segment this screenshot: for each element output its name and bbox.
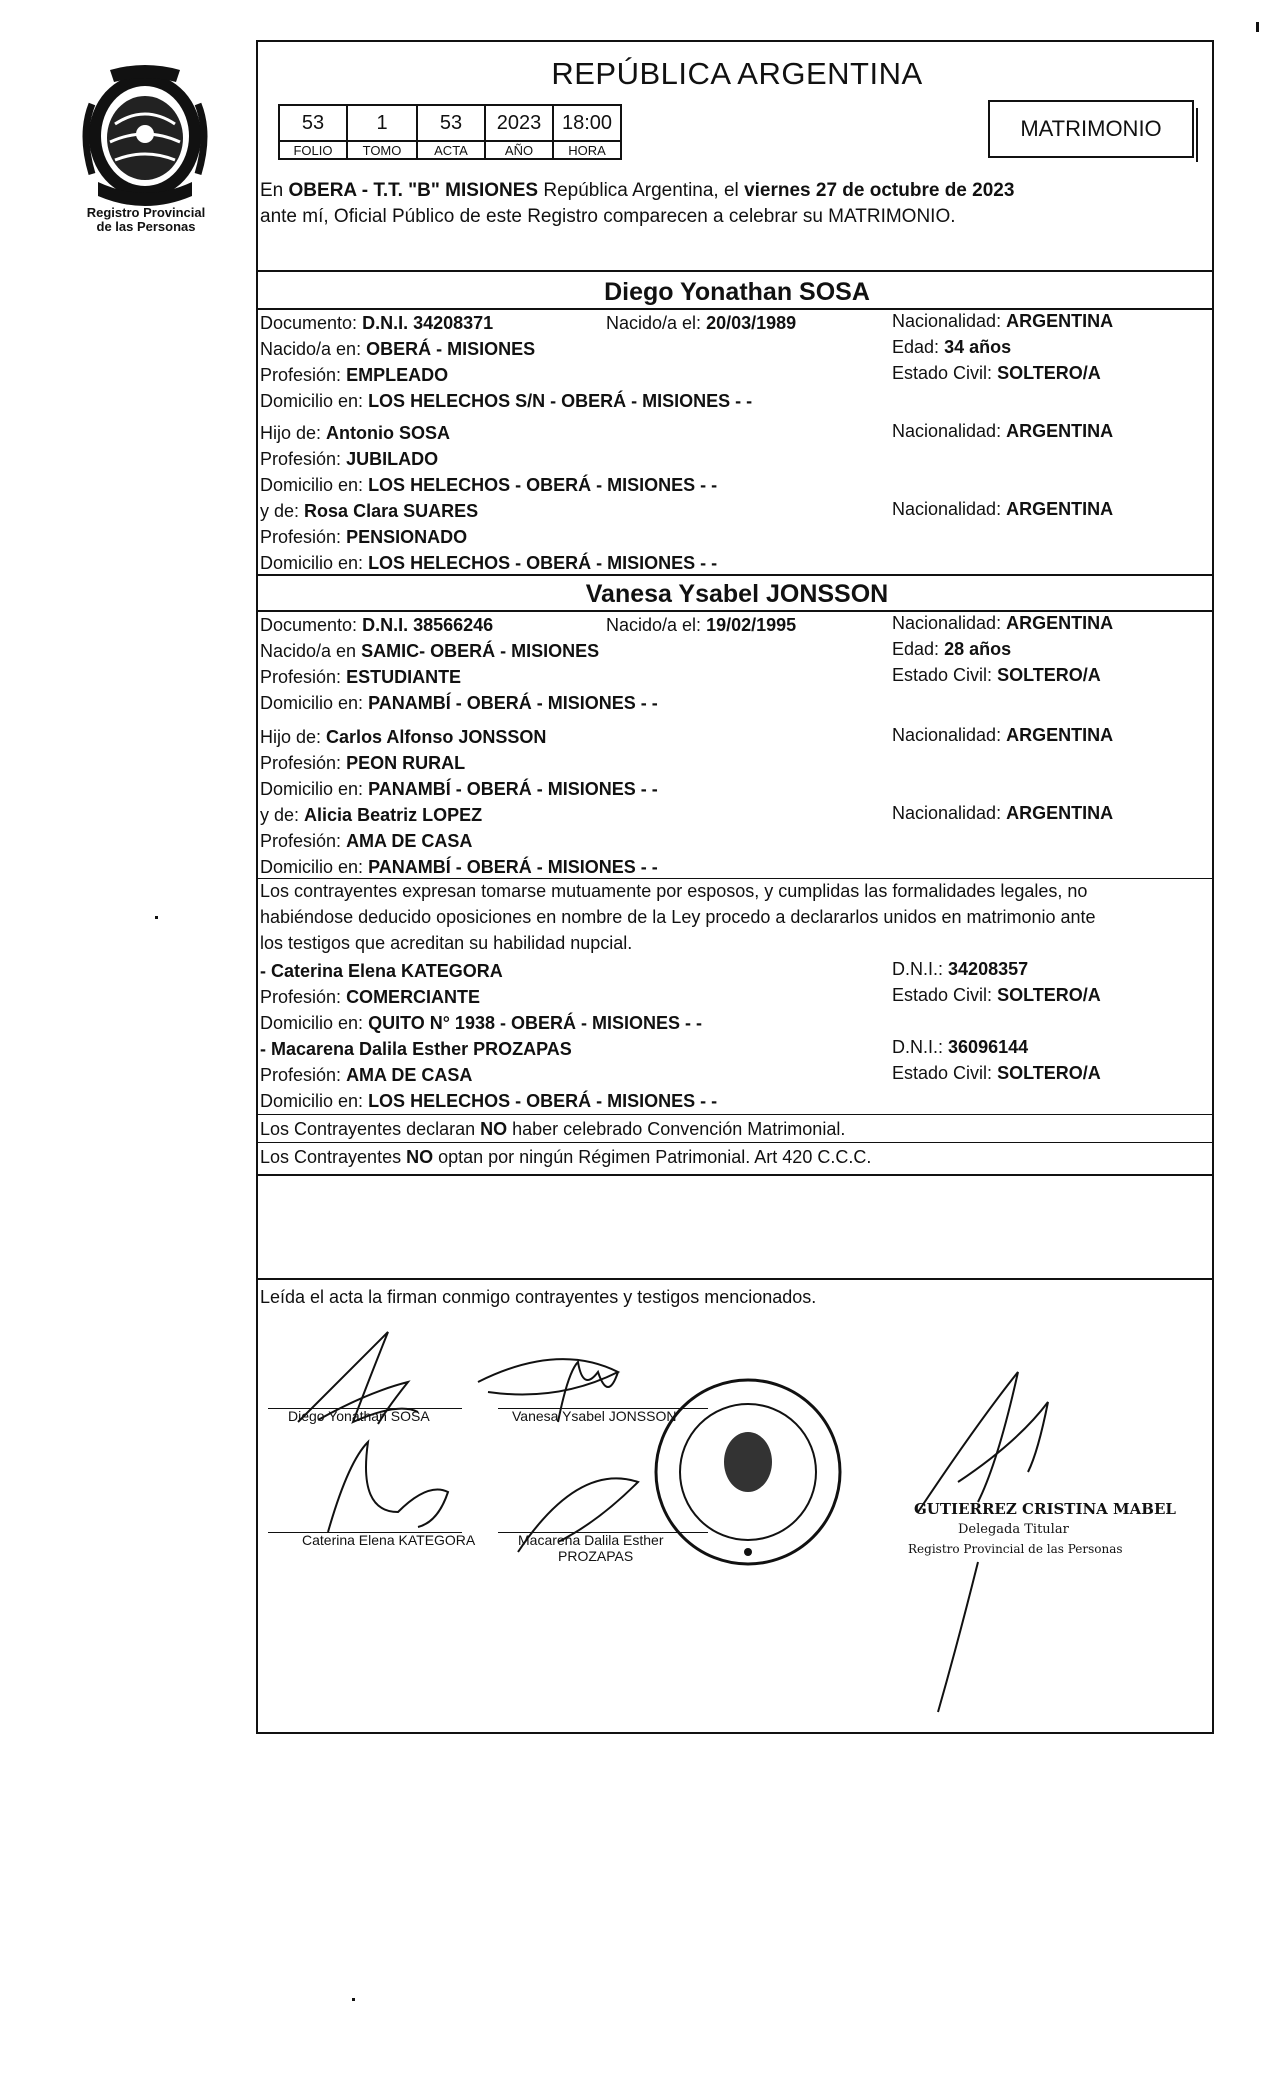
bride-mother-profession bbox=[260, 830, 472, 852]
bride-birthplace bbox=[260, 640, 599, 662]
divider bbox=[258, 1114, 1212, 1115]
witness-1-civil-status bbox=[892, 984, 1101, 1006]
bride-nationality bbox=[892, 612, 1113, 634]
groom-mother bbox=[260, 500, 478, 522]
note-marital-agreement bbox=[260, 1118, 845, 1140]
witness-2-profession bbox=[260, 1064, 472, 1086]
value: ARGENTINA bbox=[1006, 803, 1114, 823]
value: SOLTERO/A bbox=[997, 363, 1101, 383]
value: 28 años bbox=[944, 639, 1012, 659]
registry-reference-table bbox=[278, 104, 622, 160]
value: PEON RURAL bbox=[346, 753, 466, 773]
groom-mother-address bbox=[260, 552, 717, 574]
label: Domicilio en: bbox=[260, 1091, 364, 1111]
bride-mother-address bbox=[260, 856, 658, 878]
label: Nacionalidad: bbox=[892, 421, 1002, 441]
witness-2-civil-status bbox=[892, 1062, 1101, 1084]
value: PANAMBÍ - OBERÁ - MISIONES - - bbox=[368, 779, 658, 799]
witness-1-signature-label: Caterina Elena KATEGORA bbox=[302, 1532, 476, 1548]
witness-1-profession bbox=[260, 986, 480, 1008]
hora-value: 18:00 bbox=[553, 105, 621, 141]
value: PANAMBÍ - OBERÁ - MISIONES - - bbox=[368, 693, 658, 713]
label: Estado Civil: bbox=[892, 363, 993, 383]
divider bbox=[258, 1142, 1212, 1143]
groom-profession bbox=[260, 364, 448, 386]
label: Estado Civil: bbox=[892, 985, 993, 1005]
intro-line1 bbox=[258, 178, 1216, 204]
groom-document bbox=[260, 312, 493, 334]
scan-mark bbox=[155, 916, 158, 919]
note-text: Los Contrayentes bbox=[260, 1147, 407, 1167]
bride-document bbox=[260, 614, 493, 636]
value: 34208357 bbox=[948, 959, 1029, 979]
registry-caption bbox=[68, 206, 224, 234]
label: Hijo de: bbox=[260, 423, 322, 443]
label: Domicilio en: bbox=[260, 693, 364, 713]
label: Edad: bbox=[892, 337, 940, 357]
groom-civil-status bbox=[892, 362, 1101, 384]
witness-1-name bbox=[260, 960, 503, 982]
value: PENSIONADO bbox=[346, 527, 468, 547]
value: ARGENTINA bbox=[1006, 499, 1114, 519]
note-text: haber celebrado Convención Matrimonial. bbox=[507, 1119, 846, 1139]
value: LOS HELECHOS S/N - OBERÁ - MISIONES - - bbox=[368, 391, 753, 411]
value: 36096144 bbox=[948, 1037, 1029, 1057]
value: AMA DE CASA bbox=[346, 831, 473, 851]
groom-address bbox=[260, 390, 752, 412]
value: ARGENTINA bbox=[1006, 725, 1114, 745]
label: Nacionalidad: bbox=[892, 311, 1002, 331]
divider bbox=[258, 270, 1212, 272]
value: ARGENTINA bbox=[1006, 311, 1114, 331]
bride-father-profession bbox=[260, 752, 465, 774]
intro-text: República Argentina, el bbox=[538, 180, 745, 201]
closing-statement: Leída el acta la firman conmigo contrayentes y testigos mencionados. bbox=[260, 1287, 817, 1307]
groom-father-nationality bbox=[892, 420, 1113, 442]
label: Nacido/a el: bbox=[606, 313, 702, 333]
bride-mother bbox=[260, 804, 482, 826]
value: PANAMBÍ - OBERÁ - MISIONES - - bbox=[368, 857, 658, 877]
note-text: Los Contrayentes declaran bbox=[260, 1119, 481, 1139]
folio-value: 53 bbox=[279, 105, 347, 141]
hora-label: HORA bbox=[553, 141, 621, 159]
value: OBERÁ - MISIONES bbox=[366, 339, 536, 359]
bride-address bbox=[260, 692, 658, 714]
label: Profesión: bbox=[260, 365, 342, 385]
label: Profesión: bbox=[260, 987, 342, 1007]
act-type-box: MATRIMONIO bbox=[988, 100, 1194, 158]
label: Estado Civil: bbox=[892, 1063, 993, 1083]
label: Profesión: bbox=[260, 753, 342, 773]
value: SAMIC- OBERÁ - MISIONES bbox=[361, 641, 600, 661]
scan-mark bbox=[352, 1998, 355, 2001]
label: Profesión: bbox=[260, 1065, 342, 1085]
label: Nacionalidad: bbox=[892, 613, 1002, 633]
declaration-paragraph bbox=[260, 878, 1210, 956]
intro-line2: ante mí, Oficial Público de este Registro comparecen a celebrar su MATRIMONIO. bbox=[260, 206, 956, 227]
intro-text: En bbox=[260, 180, 289, 201]
intro-date: viernes 27 de octubre de 2023 bbox=[744, 180, 1015, 201]
label: D.N.I.: bbox=[892, 959, 944, 979]
label: Documento: bbox=[260, 615, 358, 635]
declaration-line: Los contrayentes expresan tomarse mutuamente por esposos, y cumplidas las formalidades legales, no bbox=[260, 881, 1088, 901]
note-text: optan por ningún Régimen Patrimonial. Art 420 C.C.C. bbox=[433, 1147, 872, 1167]
bride-birthdate bbox=[606, 614, 796, 636]
label: Nacionalidad: bbox=[892, 725, 1002, 745]
groom-signature-label: Diego Yonathan SOSA bbox=[288, 1408, 430, 1424]
groom-father-profession bbox=[260, 448, 438, 470]
value: 20/03/1989 bbox=[706, 313, 797, 333]
bride-father-nationality bbox=[892, 724, 1113, 746]
label: Domicilio en: bbox=[260, 553, 364, 573]
witness-2-dni bbox=[892, 1036, 1028, 1058]
groom-nationality bbox=[892, 310, 1113, 332]
bride-mother-nationality bbox=[892, 802, 1113, 824]
label: Estado Civil: bbox=[892, 665, 993, 685]
value: - Macarena Dalila Esther PROZAPAS bbox=[260, 1039, 572, 1059]
intro-place: OBERA - T.T. "B" MISIONES bbox=[288, 180, 539, 201]
value: SOLTERO/A bbox=[997, 665, 1101, 685]
value: Rosa Clara SUARES bbox=[304, 501, 479, 521]
bride-profession bbox=[260, 666, 461, 688]
value: EMPLEADO bbox=[346, 365, 449, 385]
witness-2-name bbox=[260, 1038, 572, 1060]
scan-mark bbox=[1256, 22, 1259, 32]
official-role: Delegada Titular bbox=[958, 1522, 1069, 1537]
bride-father-address bbox=[260, 778, 658, 800]
value: SOLTERO/A bbox=[997, 985, 1101, 1005]
label: Profesión: bbox=[260, 527, 342, 547]
anio-label: AÑO bbox=[485, 141, 553, 159]
label: Domicilio en: bbox=[260, 475, 364, 495]
note-emphasis: NO bbox=[480, 1119, 508, 1139]
divider bbox=[258, 574, 1212, 576]
official-office: Registro Provincial de las Personas bbox=[908, 1542, 1123, 1556]
label: Domicilio en: bbox=[260, 391, 364, 411]
tomo-label: TOMO bbox=[347, 141, 417, 159]
value: LOS HELECHOS - OBERÁ - MISIONES - - bbox=[368, 1091, 718, 1111]
label: Hijo de: bbox=[260, 727, 322, 747]
note-emphasis: NO bbox=[406, 1147, 434, 1167]
groom-mother-profession bbox=[260, 526, 467, 548]
value: 34 años bbox=[944, 337, 1012, 357]
tomo-value: 1 bbox=[347, 105, 417, 141]
groom-age bbox=[892, 336, 1011, 358]
folio-label: FOLIO bbox=[279, 141, 347, 159]
label: Profesión: bbox=[260, 831, 342, 851]
bride-name: Vanesa Ysabel JONSSON bbox=[585, 580, 889, 608]
witness-2-signature-label-line2: PROZAPAS bbox=[558, 1548, 634, 1564]
witness-2-signature-label-line1: Macarena Dalila Esther bbox=[518, 1532, 664, 1548]
value: JUBILADO bbox=[346, 449, 439, 469]
label: Edad: bbox=[892, 639, 940, 659]
value: D.N.I. 34208371 bbox=[362, 313, 494, 333]
note-patrimonial-regime bbox=[260, 1146, 871, 1168]
groom-mother-nationality bbox=[892, 498, 1113, 520]
value: - Caterina Elena KATEGORA bbox=[260, 961, 503, 981]
value: 19/02/1995 bbox=[706, 615, 797, 635]
label: y de: bbox=[260, 501, 300, 521]
label: Profesión: bbox=[260, 667, 342, 687]
groom-father-address bbox=[260, 474, 717, 496]
groom-birthdate bbox=[606, 312, 796, 334]
label: Profesión: bbox=[260, 449, 342, 469]
value: AMA DE CASA bbox=[346, 1065, 473, 1085]
value: D.N.I. 38566246 bbox=[362, 615, 494, 635]
label: Nacido/a en: bbox=[260, 339, 362, 359]
groom-father bbox=[260, 422, 450, 444]
groom-name: Diego Yonathan SOSA bbox=[604, 278, 870, 306]
anio-value: 2023 bbox=[485, 105, 553, 141]
value: QUITO N° 1938 - OBERÁ - MISIONES - - bbox=[368, 1013, 702, 1033]
bride-father bbox=[260, 726, 546, 748]
official-name: GUTIERREZ CRISTINA MABEL bbox=[914, 1500, 1176, 1518]
label: Domicilio en: bbox=[260, 1013, 364, 1033]
registry-caption-line1: Registro Provincial bbox=[86, 205, 206, 220]
label: Nacionalidad: bbox=[892, 803, 1002, 823]
value: Alicia Beatriz LOPEZ bbox=[304, 805, 483, 825]
divider bbox=[258, 1174, 1212, 1176]
bride-signature-label: Vanesa Ysabel JONSSON bbox=[512, 1408, 677, 1424]
registry-caption-line2: de las Personas bbox=[96, 219, 196, 234]
label: D.N.I.: bbox=[892, 1037, 944, 1057]
value: LOS HELECHOS - OBERÁ - MISIONES - - bbox=[368, 475, 718, 495]
acta-label: ACTA bbox=[417, 141, 485, 159]
declaration-line: los testigos que acreditan su habilidad nupcial. bbox=[260, 933, 633, 953]
groom-birthplace bbox=[260, 338, 535, 360]
bride-age bbox=[892, 638, 1011, 660]
witness-1-address bbox=[260, 1012, 702, 1034]
document-title: REPÚBLICA ARGENTINA bbox=[551, 56, 923, 91]
marriage-certificate bbox=[256, 40, 1214, 1734]
label: Domicilio en: bbox=[260, 857, 364, 877]
witness-1-dni bbox=[892, 958, 1028, 980]
label: y de: bbox=[260, 805, 300, 825]
label: Nacido/a en bbox=[260, 641, 357, 661]
value: LOS HELECHOS - OBERÁ - MISIONES - - bbox=[368, 553, 718, 573]
label: Nacionalidad: bbox=[892, 499, 1002, 519]
acta-value: 53 bbox=[417, 105, 485, 141]
value: Antonio SOSA bbox=[326, 423, 451, 443]
value: Carlos Alfonso JONSSON bbox=[326, 727, 547, 747]
declaration-line: habiéndose deducido oposiciones en nombre de la Ley procedo a declararlos unidos en matrimonio ante bbox=[260, 907, 1096, 927]
intro-paragraph bbox=[258, 178, 1216, 230]
value: ESTUDIANTE bbox=[346, 667, 462, 687]
bride-civil-status bbox=[892, 664, 1101, 686]
value: COMERCIANTE bbox=[346, 987, 481, 1007]
witness-2-address bbox=[260, 1090, 717, 1112]
value: SOLTERO/A bbox=[997, 1063, 1101, 1083]
label: Domicilio en: bbox=[260, 779, 364, 799]
value: ARGENTINA bbox=[1006, 613, 1114, 633]
divider bbox=[258, 1278, 1212, 1280]
value: ARGENTINA bbox=[1006, 421, 1114, 441]
label: Documento: bbox=[260, 313, 358, 333]
label: Nacido/a el: bbox=[606, 615, 702, 635]
